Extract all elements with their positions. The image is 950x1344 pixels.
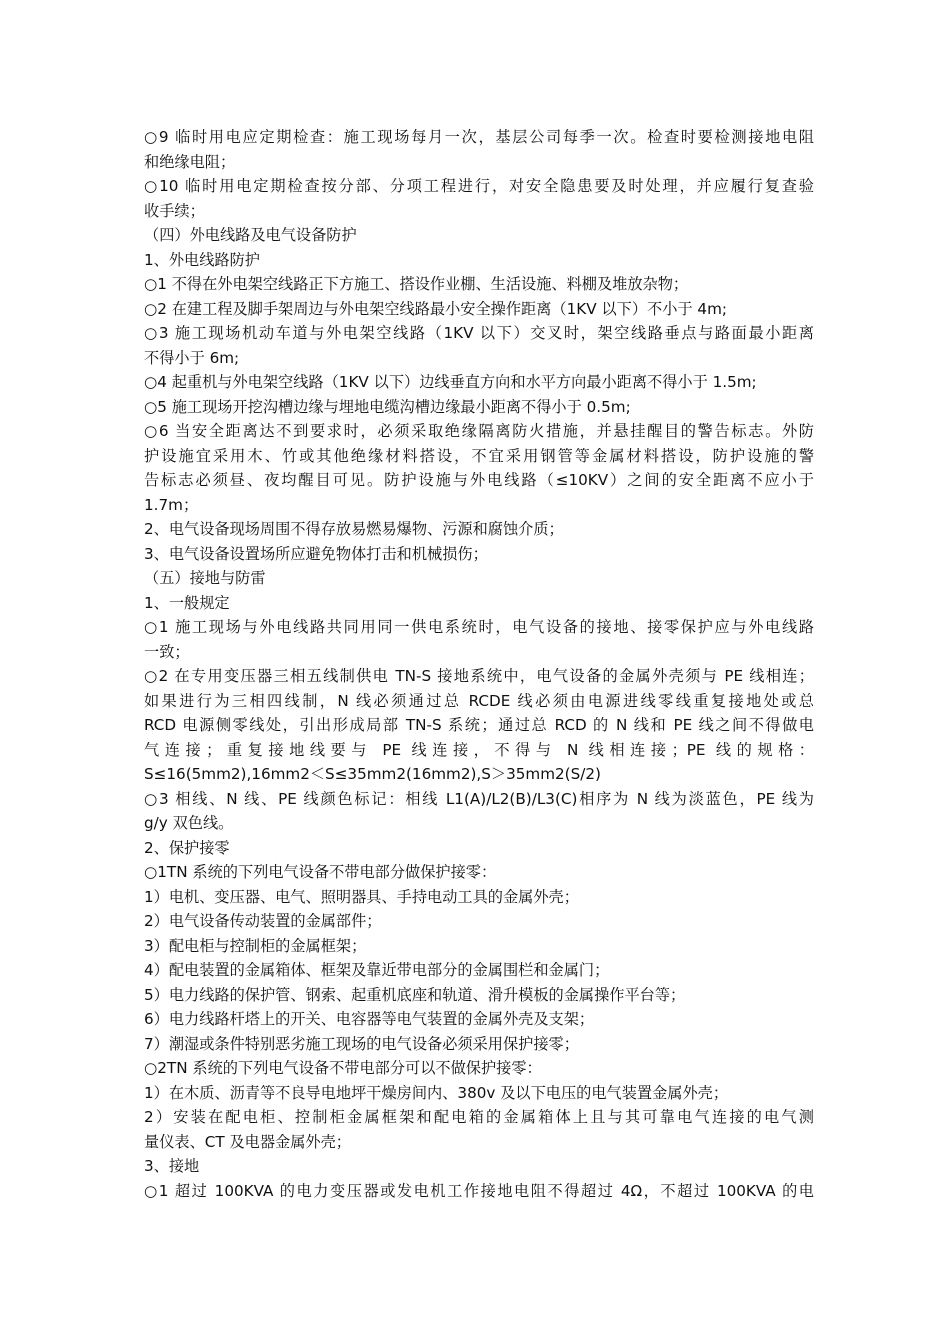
text-line: 气连接；重复接地线要与 PE 线连接，不得与 N 线相连接；PE 线的规格：: [144, 740, 814, 759]
text-line: ○9 临时用电应定期检查：施工现场每月一次，基层公司每季一次。检查时要检测接地电阻: [144, 128, 814, 146]
text-line: g/y 双色线。: [144, 814, 234, 832]
text-line: ○6 当安全距离达不到要求时，必须采取绝缘隔离防火措施，并悬挂醒目的警告标志。外防: [144, 422, 814, 440]
subsection-heading: 3、接地: [144, 1157, 200, 1175]
text-line: ○2TN 系统的下列电气设备不带电部分可以不做保护接零：: [144, 1059, 542, 1077]
text-line: 量仪表、CT 及电器金属外壳；: [144, 1132, 351, 1151]
document-body: [144, 125, 814, 1203]
text-line: 和绝缘电阻；: [144, 152, 236, 171]
section-heading: （五）接地与防雷: [144, 569, 266, 587]
subsection-heading: 1、一般规定: [144, 593, 230, 612]
list-item: 4）配电装置的金属箱体、框架及靠近带电部分的金属围栏和金属门；: [144, 961, 610, 979]
text-line: S≤16(5mm2),16mm2＜S≤35mm2(16mm2),S＞35mm2(S/2): [144, 765, 601, 783]
text-line: 如果进行为三相四线制，N 线必须通过总 RCDE 线必须由电源进线零线重复接地处或总: [144, 691, 814, 710]
list-item: 1）电机、变压器、电气、照明器具、手持电动工具的金属外壳；: [144, 887, 579, 906]
text-line: 3、电气设备设置场所应避免物体打击和机械损伤；: [144, 544, 488, 563]
list-item: 6）电力线路杆塔上的开关、电容器等电气装置的金属外壳及支架；: [144, 1010, 595, 1028]
text-line: ○4 起重机与外电架空线路（1KV 以下）边线垂直方向和水平方向最小距离不得小于 1.5m;: [144, 373, 757, 391]
text-line: ○1 超过 100KVA 的电力变压器或发电机工作接地电阻不得超过 4Ω，不超过 100KVA 的电: [144, 1181, 814, 1200]
text-line: 收手续；: [144, 201, 205, 220]
text-line: ○2 在专用变压器三相五线制供电 TN-S 接地系统中，电气设备的金属外壳须与 PE 线相连；: [144, 667, 814, 685]
text-line: 1.7m；: [144, 495, 199, 514]
text-line: 告标志必须昼、夜均醒目可见。防护设施与外电线路（≤10KV）之间的安全距离不应小于: [144, 471, 814, 489]
text-line: 不得小于 6m;: [144, 348, 240, 367]
text-line: 一致；: [144, 642, 190, 661]
list-item: 2）电气设备传动装置的金属部件；: [144, 912, 382, 930]
list-item: 3）配电柜与控制柜的金属框架；: [144, 936, 367, 955]
text-line: ○1 施工现场与外电线路共同用同一供电系统时，电气设备的接地、接零保护应与外电线路: [144, 618, 814, 636]
text-line: ○1TN 系统的下列电气设备不带电部分做保护接零：: [144, 863, 497, 881]
list-item: 7）潮湿或条件特别恶劣施工现场的电气设备必须采用保护接零；: [144, 1034, 579, 1053]
text-line: ○1 不得在外电架空线路正下方施工、搭设作业棚、生活设施、料棚及堆放杂物；: [144, 275, 689, 293]
subsection-heading: 2、保护接零: [144, 838, 230, 857]
text-line: ○3 相线、N 线、PE 线颜色标记：相线 L1(A)/L2(B)/L3(C)相序为 N 线为淡蓝色，PE 线为: [144, 789, 814, 808]
section-heading: （四）外电线路及电气设备防护: [144, 226, 357, 244]
text-line: ○2 在建工程及脚手架周边与外电架空线路最小安全操作距离（1KV 以下）不小于 4m;: [144, 299, 727, 318]
list-item: 5）电力线路的保护管、钢索、起重机底座和轨道、滑升模板的金属操作平台等；: [144, 985, 686, 1004]
text-line: ○3 施工现场机动车道与外电架空线路（1KV 以下）交叉时，架空线路垂点与路面最小距离: [144, 324, 814, 342]
text-line: ○5 施工现场开挖沟槽边缘与埋地电缆沟槽边缘最小距离不得小于 0.5m;: [144, 397, 631, 416]
text-line: 护设施宜采用木、竹或其他绝缘材料搭设，不宜采用钢管等金属材料搭设，防护设施的警: [144, 446, 814, 465]
list-item: 2）安装在配电柜、控制柜金属框架和配电箱的金属箱体上且与其可靠电气连接的电气测: [144, 1108, 814, 1126]
list-item: 1）在木质、沥青等不良导电地坪干燥房间内、380v 及以下电压的电气装置金属外壳；: [144, 1083, 729, 1102]
subsection-heading: 1、外电线路防护: [144, 250, 260, 269]
text-line: RCD 电源侧零线处，引出形成局部 TN-S 系统；通过总 RCD 的 N 线和 PE 线之间不得做电: [144, 716, 814, 734]
text-line: 2、电气设备现场周围不得存放易燃易爆物、污源和腐蚀介质；: [144, 520, 564, 538]
text-line: ○10 临时用电定期检查按分部、分项工程进行，对安全隐患要及时处理，并应履行复查验: [144, 177, 814, 195]
